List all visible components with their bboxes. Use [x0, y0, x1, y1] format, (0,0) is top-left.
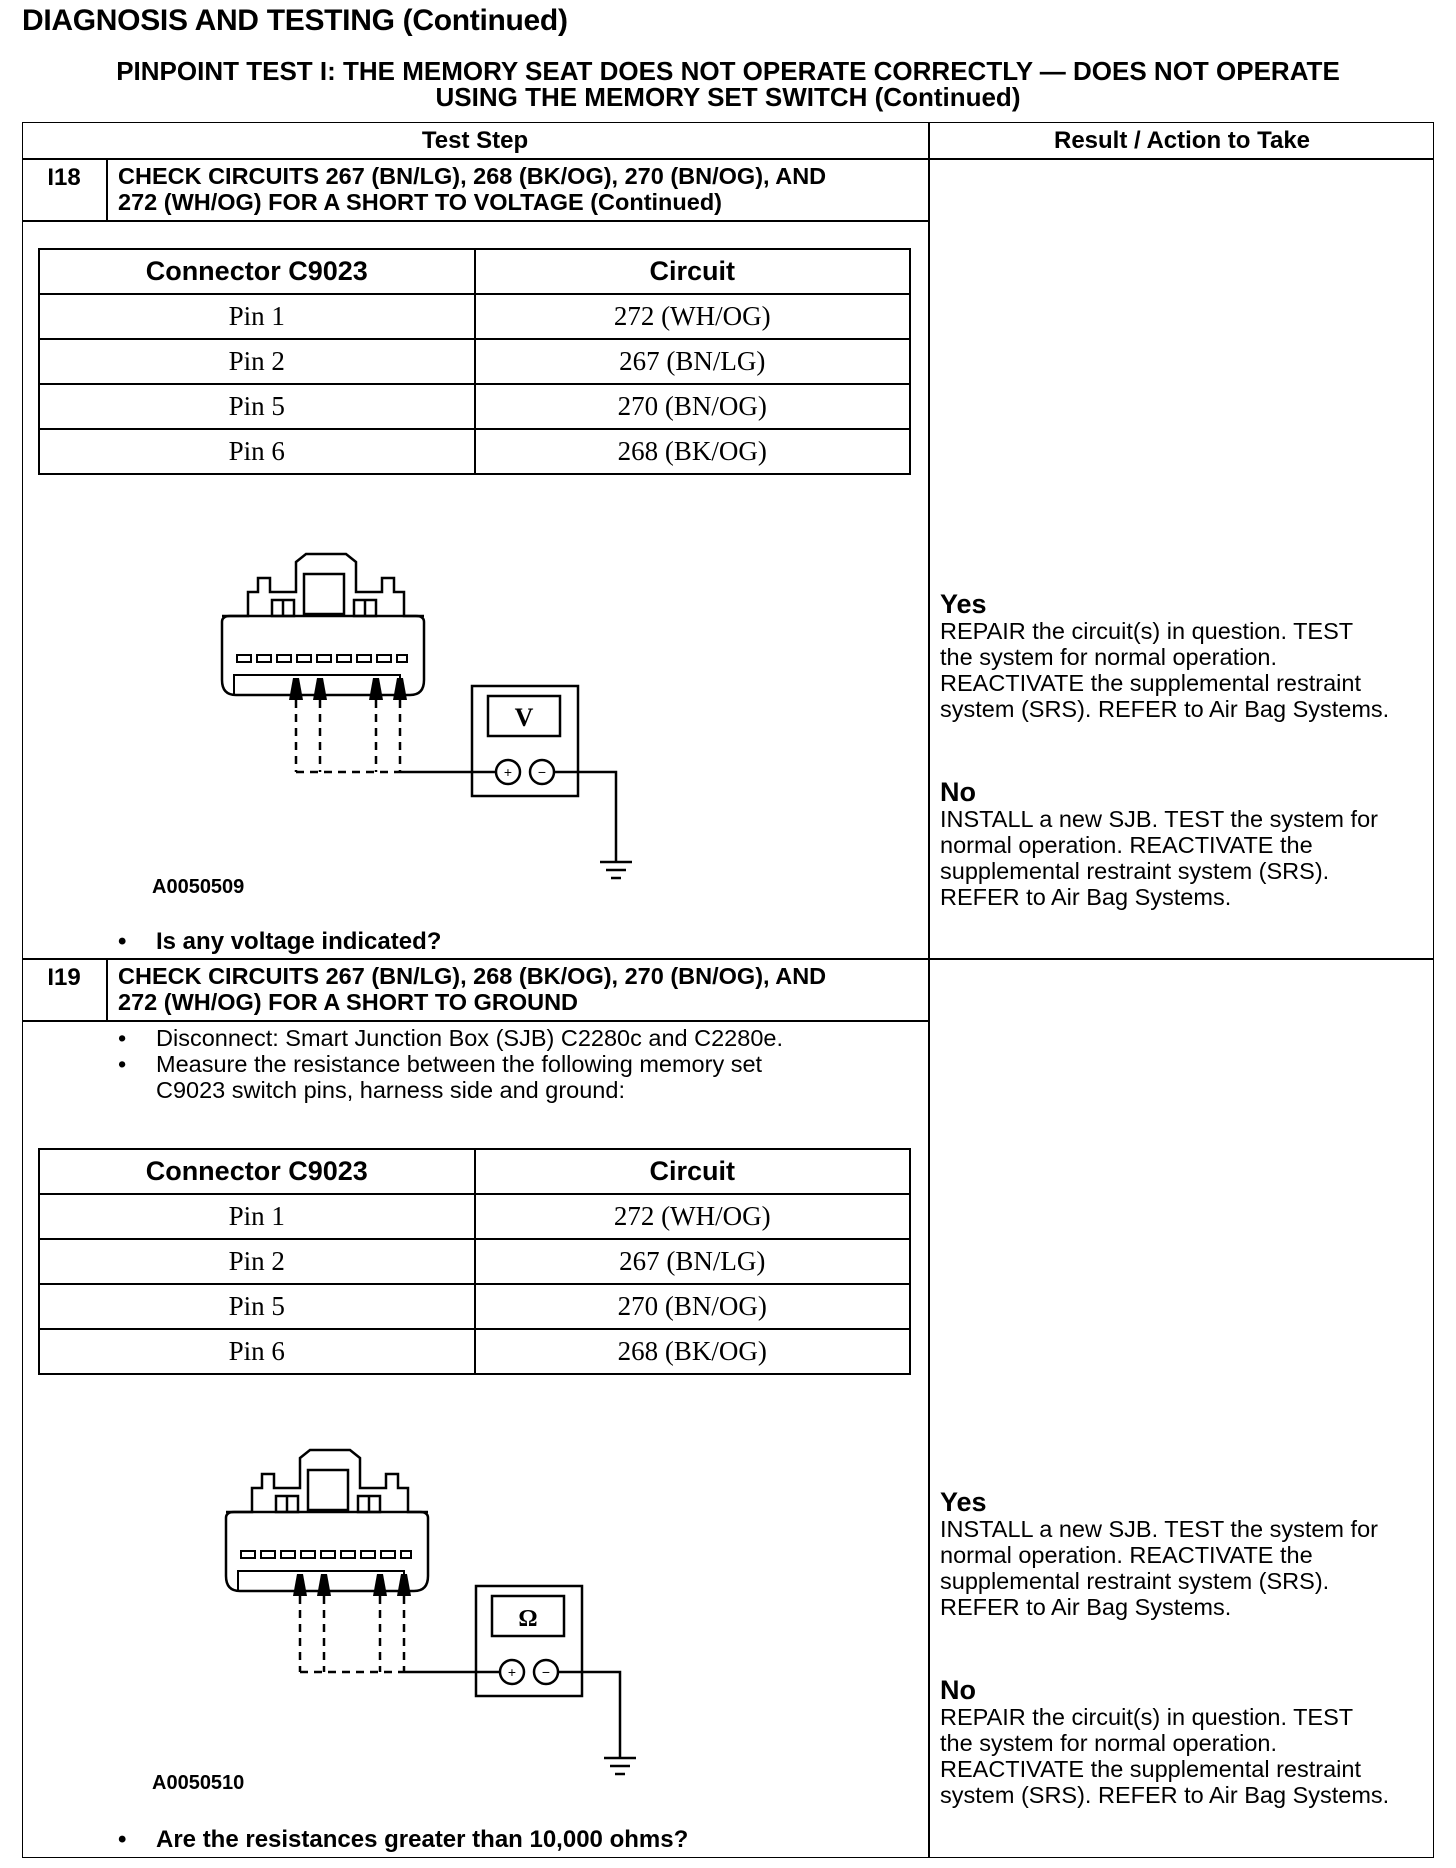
connector-latch [308, 1470, 348, 1510]
circuit-cell: 267 (BN/LG) [475, 339, 911, 384]
instruction-text: Disconnect: Smart Junction Box (SJB) C2280c and C2280e. [156, 1025, 783, 1051]
svg-text:+: + [503, 764, 513, 780]
table-header-connector: Connector C9023 [39, 1149, 475, 1194]
header-test-step: Test Step [421, 127, 529, 154]
instruction-item: • Measure the resistance between the following memory set [118, 1051, 763, 1077]
header-result-action: Result / Action to Take [1053, 127, 1311, 154]
voltmeter-connector-diagram [210, 550, 690, 890]
connector-pin-table-i19 [38, 1148, 911, 1375]
probe-arrows [293, 1574, 411, 1596]
step-title-line: CHECK CIRCUITS 267 (BN/LG), 268 (BK/OG), 270 (BN/OG), AND [118, 963, 827, 989]
figure-id-a0050510: A0050510 [152, 1772, 245, 1794]
step-divider [22, 958, 1434, 960]
header-divider [22, 158, 1434, 160]
table-row [39, 1329, 910, 1374]
circuit-cell: 272 (WH/OG) [475, 1194, 911, 1239]
column-divider [928, 122, 930, 1858]
step-title-line: CHECK CIRCUITS 267 (BN/LG), 268 (BK/OG), 270 (BN/OG), AND [118, 163, 827, 189]
pin-cell: Pin 2 [39, 1239, 475, 1284]
step-i18-title-divider [22, 220, 929, 222]
pin-cell: Pin 6 [39, 429, 475, 474]
step-i19-title [118, 963, 908, 1015]
probe-arrows [289, 678, 407, 700]
instruction-item: • Disconnect: Smart Junction Box (SJB) C2280c and C2280e. [118, 1025, 783, 1051]
step-number-i19: I19 [47, 964, 81, 991]
pin-cell: Pin 2 [39, 339, 475, 384]
circuit-cell: 270 (BN/OG) [475, 384, 911, 429]
result-no-i18 [940, 778, 1434, 910]
step-i19-title-divider [22, 1020, 929, 1022]
result-text: INSTALL a new SJB. TEST the system for normal operation. REACTIVATE the supplemental restraint system (SRS). REFER to Air Bag Systems. [940, 806, 1378, 910]
result-label: No [940, 1675, 976, 1705]
result-text: INSTALL a new SJB. TEST the system for normal operation. REACTIVATE the supplemental restraint system (SRS). REFER to Air Bag Systems. [940, 1516, 1378, 1620]
table-row [39, 339, 910, 384]
subtitle-line-2: USING THE MEMORY SET SWITCH (Continued) [435, 82, 1021, 112]
svg-text:−: − [537, 764, 547, 780]
step-i18-title [118, 163, 908, 215]
result-label: No [940, 777, 976, 807]
result-no-i19 [940, 1676, 1434, 1808]
ground-icon [604, 1758, 636, 1774]
question-text: Is any voltage indicated? [156, 928, 442, 955]
table-row [39, 1239, 910, 1284]
step-number-i18: I18 [47, 164, 81, 191]
result-text: REPAIR the circuit(s) in question. TEST the system for normal operation. REACTIVATE the supplemental restraint system (SRS). REFER to Air Bag Systems. [940, 1704, 1390, 1808]
page-title: DIAGNOSIS AND TESTING (Continued) [22, 4, 568, 37]
table-row [39, 294, 910, 339]
figure-id-a0050509: A0050509 [152, 876, 245, 898]
result-label: Yes [940, 589, 987, 619]
connector-pin-table-i18 [38, 248, 911, 475]
table-row [39, 384, 910, 429]
instructions-i19 [118, 1025, 918, 1103]
pinpoint-test-title [22, 58, 1434, 110]
connector-latch [304, 574, 344, 614]
instruction-text: Measure the resistance between the following memory set [156, 1051, 763, 1077]
meter-symbol: V [514, 703, 534, 732]
question-text: Are the resistances greater than 10,000 ohms? [156, 1826, 689, 1853]
circuit-cell: 270 (BN/OG) [475, 1284, 911, 1329]
table-row [39, 1284, 910, 1329]
subtitle-line-1: PINPOINT TEST I: THE MEMORY SEAT DOES NOT OPERATE CORRECTLY — DOES NOT OPERATE [116, 56, 1340, 86]
pin-cell: Pin 6 [39, 1329, 475, 1374]
pin-cell: Pin 1 [39, 1194, 475, 1239]
table-row [39, 429, 910, 474]
instruction-item [118, 1077, 918, 1103]
circuit-cell: 272 (WH/OG) [475, 294, 911, 339]
circuit-cell: 267 (BN/LG) [475, 1239, 911, 1284]
table-row [39, 1194, 910, 1239]
result-yes-i19 [940, 1488, 1434, 1620]
circuit-cell: 268 (BK/OG) [475, 1329, 911, 1374]
table-header-circuit: Circuit [475, 249, 911, 294]
pin-cell: Pin 5 [39, 1284, 475, 1329]
result-label: Yes [940, 1487, 987, 1517]
table-header-circuit: Circuit [475, 1149, 911, 1194]
result-text: REPAIR the circuit(s) in question. TEST the system for normal operation. REACTIVATE the supplemental restraint system (SRS). REFER to Air Bag Systems. [940, 618, 1390, 722]
step-title-line: 272 (WH/OG) FOR A SHORT TO VOLTAGE (Continued) [118, 189, 723, 215]
table-header-connector: Connector C9023 [39, 249, 475, 294]
step-title-line: 272 (WH/OG) FOR A SHORT TO GROUND [118, 989, 579, 1015]
instruction-text: C9023 switch pins, harness side and ground: [156, 1077, 625, 1103]
ohmmeter-connector-diagram [214, 1446, 694, 1786]
step-number-divider [106, 158, 108, 220]
meter-symbol: Ω [518, 1606, 538, 1632]
svg-text:+: + [507, 1664, 517, 1680]
svg-text:−: − [541, 1664, 551, 1680]
pin-cell: Pin 1 [39, 294, 475, 339]
ground-icon [600, 862, 632, 878]
result-yes-i18 [940, 590, 1434, 722]
pin-cell: Pin 5 [39, 384, 475, 429]
circuit-cell: 268 (BK/OG) [475, 429, 911, 474]
step-number-divider [106, 958, 108, 1020]
